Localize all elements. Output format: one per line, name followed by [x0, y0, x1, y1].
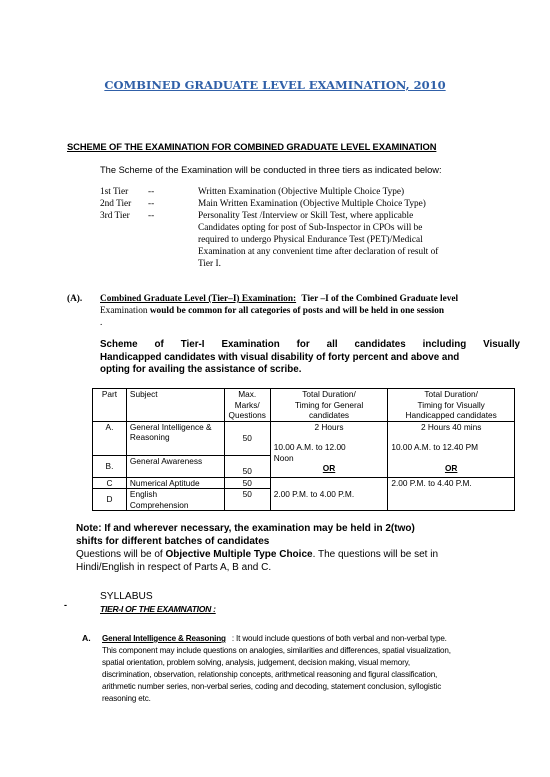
part-a-line1	[102, 633, 451, 645]
row-d-subject-line: English	[129, 489, 158, 499]
tier-1-syllabus-subheading: TIER-I OF THE EXAMNATION :	[100, 604, 216, 614]
part-a-marker: A.	[82, 633, 91, 643]
part-a-line: : It would include questions of both verbal and non-verbal type.	[231, 634, 447, 643]
gen-morning-cont: Noon	[273, 452, 294, 463]
header-vh-timing	[388, 389, 515, 422]
tier-3-label: 3rd Tier	[100, 211, 130, 221]
section-a-marker: (A).	[67, 294, 83, 304]
table-row	[93, 477, 515, 489]
row-d-subject	[126, 489, 224, 511]
part-a-line: spatial orientation, problem solving, analysis, judgement, decision making, visual memory,	[102, 658, 411, 667]
section-a-text2b: would be common for all categories of posts and will be held in one session	[149, 306, 445, 316]
header-gen-line: candidates	[308, 410, 350, 420]
section-a-text2: Examination	[100, 306, 148, 316]
tier-2-desc: Main Written Examination (Objective Multiple Choice Type)	[198, 199, 426, 209]
tier-1-label: 1st Tier	[100, 187, 129, 197]
row-d-part: D	[93, 489, 127, 511]
tier-1-desc: Written Examination (Objective Multiple Choice Type)	[198, 187, 405, 197]
row-d-marks: 50	[224, 489, 270, 511]
gen-morning: 10.00 A.M. to 12.00	[273, 442, 346, 452]
questions-bold: Objective Multiple Type Choice	[165, 549, 313, 560]
vh-note-line: Scheme of Tier-I Examination for all candidates including Visually	[100, 339, 520, 350]
header-gen-line: Total Duration/	[302, 389, 356, 399]
questions-post: . The questions will be set in	[312, 549, 439, 560]
part-a-line: reasoning etc.	[102, 694, 151, 703]
header-max-line: Marks/	[234, 399, 260, 410]
vh-scheme-note	[100, 339, 520, 377]
note-block	[76, 522, 415, 548]
header-max-line: Max.	[238, 389, 257, 399]
vh-or: OR	[444, 462, 458, 473]
section-a-line1	[100, 294, 458, 304]
row-b-subject: General Awareness	[126, 455, 224, 477]
row-b-marks: 50	[224, 455, 270, 477]
section-a-line2	[100, 306, 444, 316]
tier-3-dash: --	[148, 211, 155, 221]
syllabus-heading: SYLLABUS	[100, 591, 153, 602]
tier-3-cont-line: Tier I.	[198, 259, 221, 269]
header-vh-line: Total Duration/	[424, 389, 478, 399]
header-part: Part	[93, 389, 127, 422]
part-a-line: arithmetic number series, non-verbal series, coding and decoding, statement conclusion, syllogistic	[102, 682, 442, 691]
vh-morning: 10.00 A.M. to 12.40 PM	[391, 442, 479, 452]
questions-pre: Questions will be of	[76, 549, 166, 560]
scheme-heading: SCHEME OF THE EXAMINATION FOR COMBINED GRADUATE LEVEL EXAMINATION	[67, 141, 437, 152]
row-c-marks: 50	[224, 477, 270, 489]
tier-3-continuation	[198, 222, 438, 270]
tier-2-label: 2nd Tier	[100, 199, 132, 209]
tier-2-dash: --	[148, 199, 155, 209]
header-vh-line: Timing for Visually	[417, 399, 485, 410]
note-line: Note: If and wherever necessary, the examination may be held in 2(two)	[76, 523, 415, 534]
vh-note-line: Handicapped candidates with visual disability of forty percent and above and	[100, 351, 460, 363]
general-timing-cell	[270, 421, 388, 477]
row-a-subject-line: General Intelligence &	[129, 421, 212, 432]
intro-text: The Scheme of the Examination will be conducted in three tiers as indicated below:	[100, 165, 442, 175]
table-row	[93, 421, 515, 455]
vh-timing-cell	[388, 421, 515, 477]
header-vh-line: Handicapped candidates	[405, 410, 497, 420]
row-d-subject-line: Comprehension	[129, 499, 189, 510]
part-a-heading: General Intelligence & Reasoning	[102, 634, 226, 643]
row-b-part: B.	[93, 455, 127, 477]
gen-duration: 2 Hours	[314, 421, 344, 432]
vh-duration: 2 Hours 40 mins	[420, 421, 482, 432]
questions-block	[76, 548, 438, 574]
part-a-text	[102, 633, 451, 705]
header-general-timing	[270, 389, 388, 422]
questions-line: Hindi/English in respect of Parts A, B and C.	[76, 562, 272, 573]
tier-3-cont-line: required to undergo Physical Endurance Test (PET)/Medical	[198, 235, 423, 245]
tier-3-cont-line: Examination at any convenient time after declaration of result of	[198, 247, 439, 257]
row-c-part: C	[93, 477, 127, 489]
row-a-marks: 50	[224, 421, 270, 455]
tier-3-desc: Personality Test /Interview or Skill Test, where applicable	[198, 211, 414, 221]
tier-2	[100, 198, 426, 210]
section-a-dot: .	[100, 318, 103, 328]
row-a-part: A.	[93, 421, 127, 455]
tier-3	[100, 210, 413, 222]
document-title: COMBINED GRADUATE LEVEL EXAMINATION, 2010	[104, 78, 446, 92]
vh-note-line: opting for availing the assistance of scribe.	[100, 364, 302, 375]
syllabus-dash: -	[64, 600, 67, 610]
header-max-marks	[224, 389, 270, 422]
part-a-line: discrimination, observation, relationship concepts, arithmetical reasoning and figural classification,	[102, 670, 438, 679]
gen-or: OR	[322, 463, 336, 473]
table-header-row	[93, 389, 515, 422]
vh-afternoon-cell: 2.00 P.M. to 4.40 P.M.	[388, 477, 515, 511]
part-a-line: This component may include questions on analogies, similarities and differences, spatial visualization,	[102, 646, 451, 655]
row-c-subject: Numerical Aptitude	[126, 477, 224, 489]
section-a-text1: Tier –I of the Combined Graduate level	[301, 294, 459, 304]
tier-1-dash: --	[148, 187, 155, 197]
row-a-subject-line: Reasoning	[129, 432, 170, 442]
exam-scheme-table	[92, 388, 515, 511]
row-a-subject	[126, 421, 224, 455]
header-subject: Subject	[126, 389, 224, 422]
questions-line	[76, 548, 438, 561]
header-max-line: Questions	[228, 410, 266, 420]
section-a-heading: Combined Graduate Level (Tier–I) Examination:	[100, 294, 297, 304]
tier-3-cont-line: Candidates opting for post of Sub-Inspector in CPOs will be	[198, 223, 423, 233]
note-line: shifts for different batches of candidates	[76, 536, 270, 547]
general-afternoon-cell: 2.00 P.M. to 4.00 P.M.	[270, 477, 388, 511]
header-gen-line: Timing for General	[294, 399, 364, 410]
tier-1	[100, 186, 404, 198]
